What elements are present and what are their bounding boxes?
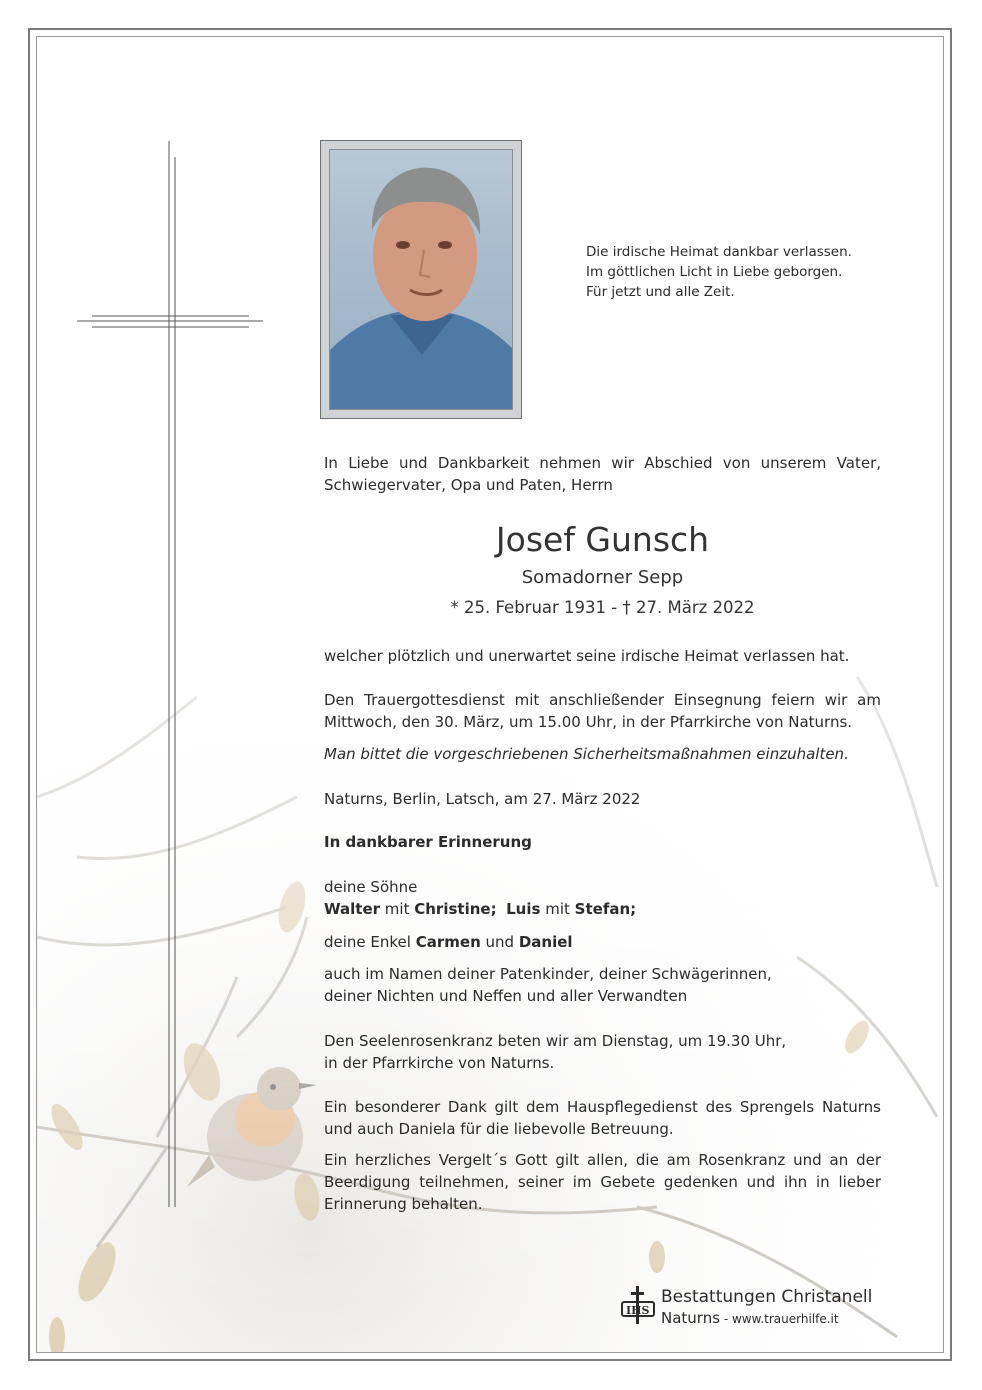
sons-names (324, 898, 881, 920)
funeral-home-website: - www.trauerhilfe.it (720, 1312, 839, 1326)
remembrance-heading (324, 831, 881, 853)
deceased-nickname: Somadorner Sepp (521, 567, 684, 588)
portrait-photo (329, 149, 513, 410)
portrait-photo-frame (320, 140, 522, 419)
deceased-name: Josef Gunsch (495, 520, 710, 559)
funeral-home-location (661, 1308, 839, 1329)
grandchild-name: Carmen (415, 933, 481, 951)
rosary-line: Den Seelenrosenkranz beten wir am Dienstag, um 19.30 Uhr, (324, 1032, 787, 1050)
spouse-name: Stefan; (574, 900, 637, 918)
connector: und (485, 933, 515, 951)
passing-text: welcher plötzlich und unerwartet seine irdische Heimat verlassen hat. (324, 647, 850, 665)
verse-line: Im göttlichen Licht in Liebe geborgen. (586, 264, 843, 280)
funeral-home-logo-icon (620, 1286, 656, 1326)
relatives-line: deiner Nichten und Neffen und aller Verwandten (324, 987, 688, 1005)
spouse-name: Christine; (414, 900, 497, 918)
intro-text: In Liebe und Dankbarkeit nehmen wir Abschied von unserem Vater, Schwiegervater, Opa und Paten, Herrn (324, 454, 881, 494)
funeral-home-town: Naturns (661, 1309, 721, 1327)
remembrance-label: In dankbarer Erinnerung (324, 833, 532, 851)
thanks-text: Ein besonderer Dank gilt dem Hauspflegedienst des Sprengels Naturns und auch Daniela für die liebevolle Betreuung. (324, 1098, 881, 1138)
son-name: Luis (506, 900, 541, 918)
son-name: Walter (324, 900, 381, 918)
grandchild-name: Daniel (518, 933, 573, 951)
place-date: Naturns, Berlin, Latsch, am 27. März 2022 (324, 790, 641, 808)
thanks-text: Ein herzliches Vergelt´s Gott gilt allen, die am Rosenkranz und an der Beerdigung teilnehmen, seiner im Gebete gedenken und ihn in lieber Erinnerung behalten. (324, 1151, 881, 1213)
rosary-line: in der Pfarrkirche von Naturns. (324, 1054, 555, 1072)
sons-label: deine Söhne (324, 878, 418, 896)
verse-line: Die irdische Heimat dankbar verlassen. (586, 244, 852, 260)
memorial-verse (586, 242, 852, 302)
verse-line: Für jetzt und alle Zeit. (586, 284, 735, 300)
funeral-home-name: Bestattungen Christanell (661, 1287, 873, 1307)
grandchildren-line (324, 931, 881, 953)
funeral-text: Den Trauergottesdienst mit anschließender Einsegnung feiern wir am Mittwoch, den 30. März, um 15.00 Uhr, in der Pfarrkirche von Naturns. (324, 691, 881, 731)
connector: mit (545, 900, 570, 918)
connector: mit (384, 900, 410, 918)
safety-note: Man bittet die vorgeschriebenen Sicherheitsmaßnahmen einzuhalten. (324, 745, 849, 763)
grandchildren-label: deine Enkel (324, 933, 411, 951)
life-dates: * 25. Februar 1931 - † 27. März 2022 (450, 598, 755, 617)
svg-text:IHS: IHS (626, 1304, 650, 1317)
relatives-line: auch im Namen deiner Patenkinder, deiner Schwägerinnen, (324, 965, 772, 983)
